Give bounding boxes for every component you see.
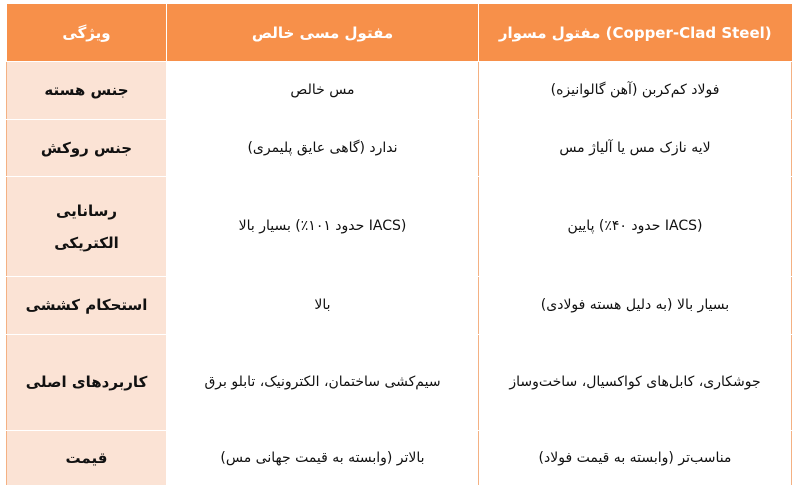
table-row — [7, 177, 792, 277]
row-feature-coating-material: جنس روکش — [7, 120, 167, 177]
row-feature-core-material: جنس هسته — [7, 62, 167, 120]
table-header-row — [7, 4, 792, 62]
cell-copper-clad: لایه نازک مس یا آلیاژ مس — [479, 120, 792, 177]
cell-pure-copper: (IACS حدود ۱۰۱٪) بسیار بالا — [167, 177, 479, 277]
cell-pure-copper: ندارد (گاهی عایق پلیمری) — [167, 120, 479, 177]
table-row — [7, 335, 792, 431]
feature-line-1: رسانایی — [55, 201, 118, 220]
row-feature-tensile-strength: استحکام کششی — [7, 277, 167, 335]
cell-copper-clad: (IACS حدود ۴۰٪) پایین — [479, 177, 792, 277]
feature-line-2: الکتریکی — [54, 233, 119, 252]
comparison-table — [6, 3, 792, 486]
header-copper-clad: (Copper-Clad Steel) مفتول مسوار — [479, 4, 792, 62]
table-row — [7, 120, 792, 177]
cell-copper-clad: بسیار بالا (به دلیل هسته فولادی) — [479, 277, 792, 335]
cell-copper-clad: مناسب‌تر (وابسته به قیمت فولاد) — [479, 431, 792, 486]
row-feature-price: قیمت — [7, 431, 167, 486]
row-feature-conductivity — [7, 177, 167, 277]
header-feature: ویژگی — [7, 4, 167, 62]
cell-pure-copper: بالاتر (وابسته به قیمت جهانی مس) — [167, 431, 479, 486]
cell-pure-copper: بالا — [167, 277, 479, 335]
table-row — [7, 62, 792, 120]
header-pure-copper: مفتول مسی خالص — [167, 4, 479, 62]
cell-copper-clad: فولاد کم‌کربن (آهن گالوانیزه) — [479, 62, 792, 120]
table-row — [7, 277, 792, 335]
cell-pure-copper: مس خالص — [167, 62, 479, 120]
cell-copper-clad: جوشکاری، کابل‌های کواکسیال، ساخت‌وساز — [479, 335, 792, 431]
table-row — [7, 431, 792, 486]
cell-pure-copper: سیم‌کشی ساختمان، الکترونیک، تابلو برق — [167, 335, 479, 431]
row-feature-main-applications: کاربردهای اصلی — [7, 335, 167, 431]
